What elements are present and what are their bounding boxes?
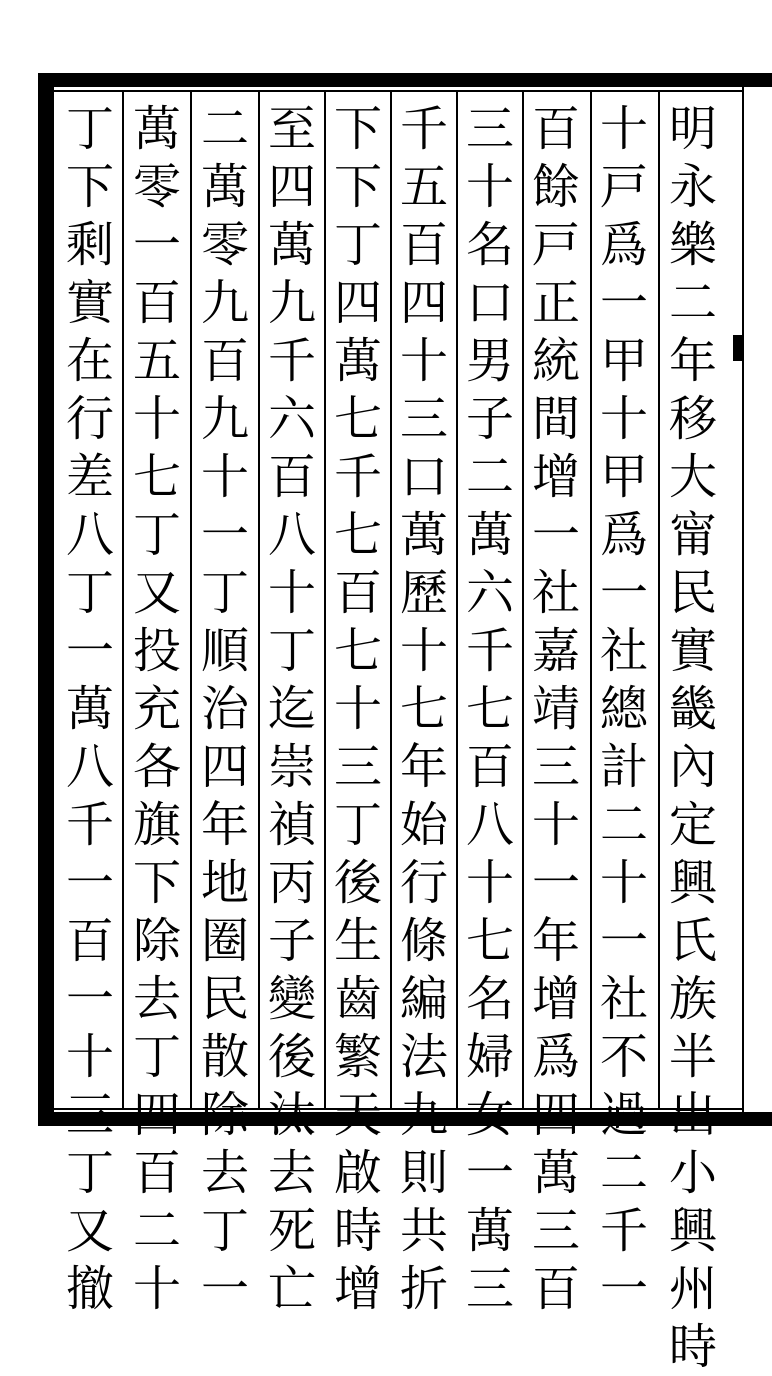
character: 各 xyxy=(132,739,181,795)
character: 族 xyxy=(668,971,717,1027)
character: 下 xyxy=(333,101,382,157)
character: 一 xyxy=(531,507,580,563)
frame-inner-top-line xyxy=(54,90,744,92)
character: 二 xyxy=(200,101,249,157)
character: 一 xyxy=(531,855,580,911)
column-rule xyxy=(590,92,592,1108)
character: 五 xyxy=(132,333,181,389)
character: 充 xyxy=(132,681,181,737)
character: 崇 xyxy=(267,739,316,795)
character: 七 xyxy=(333,623,382,679)
character: 一 xyxy=(65,855,114,911)
column-rule xyxy=(456,92,458,1108)
column-rule xyxy=(390,92,392,1108)
character: 一 xyxy=(465,1145,514,1201)
character: 千 xyxy=(399,101,448,157)
character: 九 xyxy=(200,275,249,331)
character: 名 xyxy=(465,971,514,1027)
text-column xyxy=(588,100,660,1317)
character: 則 xyxy=(399,1145,448,1201)
character: 六 xyxy=(267,391,316,447)
character: 四 xyxy=(399,275,448,331)
character: 甯 xyxy=(668,507,717,563)
character: 六 xyxy=(465,565,514,621)
character: 移 xyxy=(668,391,717,447)
character: 一 xyxy=(65,971,114,1027)
character: 一 xyxy=(599,913,648,969)
character: 畿 xyxy=(668,681,717,737)
character: 七 xyxy=(333,507,382,563)
character: 旗 xyxy=(132,797,181,853)
character: 十 xyxy=(599,101,648,157)
character: 又 xyxy=(132,565,181,621)
character: 九 xyxy=(399,1087,448,1143)
character: 丁 xyxy=(132,507,181,563)
column-rule xyxy=(522,92,524,1108)
character: 年 xyxy=(200,797,249,853)
character: 七 xyxy=(465,913,514,969)
character: 除 xyxy=(132,913,181,969)
character: 間 xyxy=(531,391,580,447)
text-column xyxy=(121,100,193,1317)
character: 萬 xyxy=(333,333,382,389)
character: 圈 xyxy=(200,913,249,969)
character: 生 xyxy=(333,913,382,969)
character: 三 xyxy=(531,1203,580,1259)
character: 萬 xyxy=(465,1203,514,1259)
character: 一 xyxy=(132,217,181,273)
character: 小 xyxy=(668,1145,717,1201)
character: 子 xyxy=(465,391,514,447)
text-column xyxy=(256,100,328,1317)
character: 八 xyxy=(65,739,114,795)
character: 散 xyxy=(200,1029,249,1085)
character: 三 xyxy=(399,391,448,447)
character: 十 xyxy=(333,681,382,737)
character: 民 xyxy=(668,565,717,621)
character: 丁 xyxy=(132,1029,181,1085)
character: 社 xyxy=(599,623,648,679)
character: 計 xyxy=(599,739,648,795)
character: 又 xyxy=(65,1203,114,1259)
character: 二 xyxy=(599,1145,648,1201)
character: 戸 xyxy=(531,217,580,273)
character: 二 xyxy=(599,797,648,853)
character: 一 xyxy=(65,623,114,679)
character: 子 xyxy=(267,913,316,969)
character: 萬 xyxy=(465,507,514,563)
character: 十 xyxy=(132,391,181,447)
character: 丁 xyxy=(65,1145,114,1201)
character: 行 xyxy=(65,391,114,447)
character: 實 xyxy=(65,275,114,331)
character: 二 xyxy=(132,1203,181,1259)
character: 差 xyxy=(65,449,114,505)
character: 去 xyxy=(132,971,181,1027)
character: 百 xyxy=(65,913,114,969)
character: 永 xyxy=(668,159,717,215)
character: 一 xyxy=(200,1261,249,1317)
character: 百 xyxy=(531,1261,580,1317)
character: 汰 xyxy=(267,1087,316,1143)
character: 千 xyxy=(267,333,316,389)
character: 增 xyxy=(531,971,580,1027)
character: 萬 xyxy=(399,507,448,563)
column-rule xyxy=(190,92,192,1108)
character: 萬 xyxy=(132,101,181,157)
character: 啟 xyxy=(333,1145,382,1201)
character: 丁 xyxy=(333,217,382,273)
character: 一 xyxy=(599,1261,648,1317)
character: 萬 xyxy=(267,217,316,273)
character: 四 xyxy=(200,739,249,795)
character: 折 xyxy=(399,1261,448,1317)
character: 不 xyxy=(599,1029,648,1085)
fold-mark xyxy=(733,335,743,361)
character: 十 xyxy=(200,449,249,505)
character: 行 xyxy=(399,855,448,911)
character: 下 xyxy=(65,159,114,215)
character: 樂 xyxy=(668,217,717,273)
character: 丁 xyxy=(200,1203,249,1259)
character: 統 xyxy=(531,333,580,389)
character: 興 xyxy=(668,1203,717,1259)
character: 十 xyxy=(531,797,580,853)
character: 百 xyxy=(399,217,448,273)
character: 十 xyxy=(65,1029,114,1085)
character: 千 xyxy=(465,623,514,679)
character: 禎 xyxy=(267,797,316,853)
column-rule xyxy=(258,92,260,1108)
character: 嘉 xyxy=(531,623,580,679)
character: 爲 xyxy=(599,217,648,273)
character: 七 xyxy=(399,681,448,737)
character: 地 xyxy=(200,855,249,911)
character: 編 xyxy=(399,971,448,1027)
character: 死 xyxy=(267,1203,316,1259)
text-column xyxy=(189,100,261,1317)
character: 順 xyxy=(200,623,249,679)
character: 千 xyxy=(65,797,114,853)
character: 二 xyxy=(465,449,514,505)
character: 千 xyxy=(333,449,382,505)
character: 二 xyxy=(668,275,717,331)
character: 丙 xyxy=(267,855,316,911)
frame-top-border xyxy=(38,73,772,87)
character: 十 xyxy=(132,1261,181,1317)
character: 三 xyxy=(65,1087,114,1143)
character: 十 xyxy=(465,855,514,911)
character: 法 xyxy=(399,1029,448,1085)
character: 大 xyxy=(668,449,717,505)
character: 氏 xyxy=(668,913,717,969)
character: 百 xyxy=(132,275,181,331)
character: 內 xyxy=(668,739,717,795)
character: 正 xyxy=(531,275,580,331)
character: 社 xyxy=(599,971,648,1027)
character: 興 xyxy=(668,855,717,911)
character: 下 xyxy=(333,159,382,215)
character: 年 xyxy=(399,739,448,795)
character: 增 xyxy=(333,1261,382,1317)
character: 丁 xyxy=(65,101,114,157)
character: 一 xyxy=(200,507,249,563)
character: 百 xyxy=(465,739,514,795)
character: 四 xyxy=(531,1087,580,1143)
character: 變 xyxy=(267,971,316,1027)
character: 民 xyxy=(200,971,249,1027)
character: 千 xyxy=(599,1203,648,1259)
character: 一 xyxy=(599,565,648,621)
character: 剩 xyxy=(65,217,114,273)
character: 萬 xyxy=(531,1145,580,1201)
text-column xyxy=(322,100,394,1317)
character: 過 xyxy=(599,1087,648,1143)
character: 爲 xyxy=(599,507,648,563)
character: 增 xyxy=(531,449,580,505)
character: 十 xyxy=(267,565,316,621)
character: 天 xyxy=(333,1087,382,1143)
character: 至 xyxy=(267,101,316,157)
text-column xyxy=(454,100,526,1317)
character: 丁 xyxy=(267,623,316,679)
character: 九 xyxy=(267,275,316,331)
column-rule xyxy=(122,92,124,1108)
character: 八 xyxy=(65,507,114,563)
column-rule xyxy=(658,92,660,1108)
character: 時 xyxy=(668,1319,717,1375)
character: 十 xyxy=(399,623,448,679)
character: 四 xyxy=(333,275,382,331)
character: 總 xyxy=(599,681,648,737)
character: 迄 xyxy=(267,681,316,737)
character: 年 xyxy=(668,333,717,389)
character: 十 xyxy=(465,159,514,215)
character: 口 xyxy=(465,275,514,331)
character: 七 xyxy=(132,449,181,505)
character: 百 xyxy=(200,333,249,389)
character: 社 xyxy=(531,565,580,621)
character: 在 xyxy=(65,333,114,389)
character: 亡 xyxy=(267,1261,316,1317)
character: 歷 xyxy=(399,565,448,621)
character: 三 xyxy=(465,1261,514,1317)
character: 五 xyxy=(399,159,448,215)
character: 丁 xyxy=(65,565,114,621)
character: 明 xyxy=(668,101,717,157)
character: 下 xyxy=(132,855,181,911)
character: 三 xyxy=(333,739,382,795)
character: 十 xyxy=(399,333,448,389)
text-column xyxy=(388,100,460,1317)
character: 去 xyxy=(200,1145,249,1201)
character: 四 xyxy=(132,1087,181,1143)
character: 十 xyxy=(599,855,648,911)
character: 女 xyxy=(465,1087,514,1143)
character: 始 xyxy=(399,797,448,853)
character: 零 xyxy=(200,217,249,273)
character: 百 xyxy=(267,449,316,505)
character: 百 xyxy=(531,101,580,157)
character: 半 xyxy=(668,1029,717,1085)
character: 百 xyxy=(333,565,382,621)
character: 條 xyxy=(399,913,448,969)
character: 戸 xyxy=(599,159,648,215)
character: 甲 xyxy=(599,449,648,505)
character: 八 xyxy=(465,797,514,853)
text-column xyxy=(520,100,592,1317)
character: 實 xyxy=(668,623,717,679)
character: 十 xyxy=(599,391,648,447)
character: 萬 xyxy=(65,681,114,737)
character: 男 xyxy=(465,333,514,389)
character: 口 xyxy=(399,449,448,505)
column-rule xyxy=(324,92,326,1108)
character: 後 xyxy=(267,1029,316,1085)
character: 九 xyxy=(200,391,249,447)
character: 七 xyxy=(333,391,382,447)
character: 去 xyxy=(267,1145,316,1201)
character: 年 xyxy=(531,913,580,969)
text-column xyxy=(54,100,126,1317)
character: 州 xyxy=(668,1261,717,1317)
character: 撤 xyxy=(65,1261,114,1317)
frame-left-border xyxy=(38,73,54,1126)
character: 甲 xyxy=(599,333,648,389)
character: 投 xyxy=(132,623,181,679)
character: 婦 xyxy=(465,1029,514,1085)
character: 八 xyxy=(267,507,316,563)
character: 零 xyxy=(132,159,181,215)
character: 萬 xyxy=(200,159,249,215)
character: 靖 xyxy=(531,681,580,737)
text-column xyxy=(657,100,729,1375)
character: 七 xyxy=(465,681,514,737)
character: 百 xyxy=(132,1145,181,1201)
character: 出 xyxy=(668,1087,717,1143)
character: 定 xyxy=(668,797,717,853)
character: 爲 xyxy=(531,1029,580,1085)
character: 除 xyxy=(200,1087,249,1143)
character: 丁 xyxy=(200,565,249,621)
character: 繁 xyxy=(333,1029,382,1085)
character: 共 xyxy=(399,1203,448,1259)
character: 餘 xyxy=(531,159,580,215)
character: 三 xyxy=(531,739,580,795)
character: 治 xyxy=(200,681,249,737)
character: 一 xyxy=(599,275,648,331)
character: 齒 xyxy=(333,971,382,1027)
character: 丁 xyxy=(333,797,382,853)
character: 時 xyxy=(333,1203,382,1259)
frame-right-border xyxy=(742,87,744,1112)
character: 後 xyxy=(333,855,382,911)
character: 四 xyxy=(267,159,316,215)
character: 名 xyxy=(465,217,514,273)
character: 三 xyxy=(465,101,514,157)
